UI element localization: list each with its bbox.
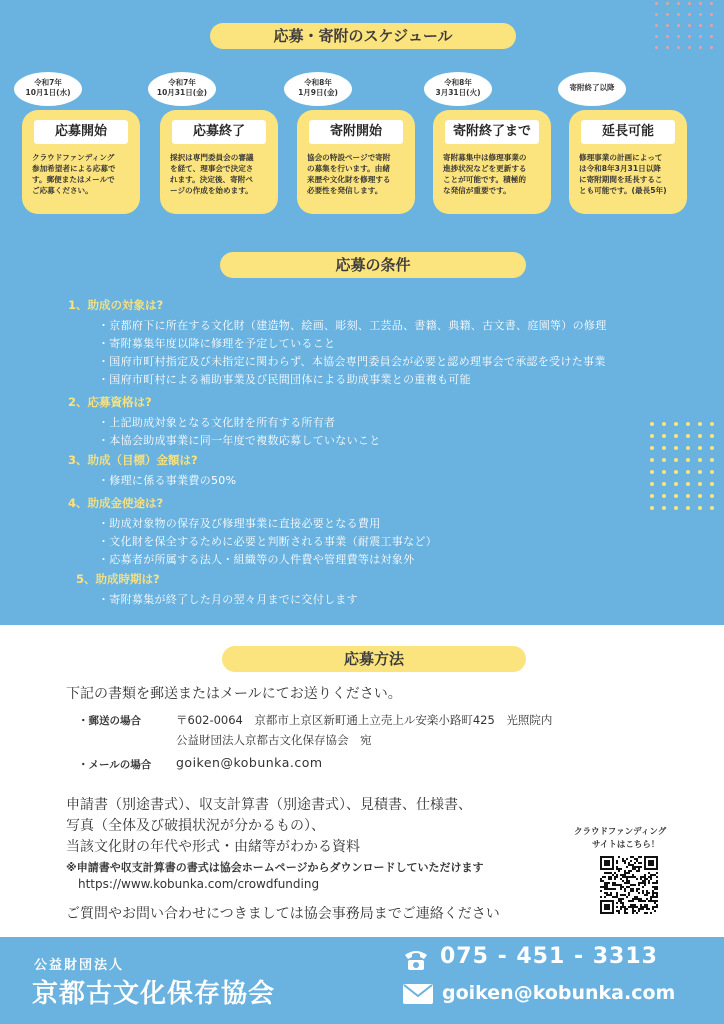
dot (655, 2, 658, 5)
step-date-line-2: 10月1日(水) (25, 88, 71, 97)
step-description-line: 来歴や文化財を修理する (307, 175, 391, 184)
condition-item: ・国府市町村指定及び未指定に関わらず、本協会専門委員会が必要と認め理事会で承認を受けた事業 (98, 355, 606, 368)
dot (688, 24, 691, 27)
dot (662, 482, 666, 486)
dot (686, 470, 690, 474)
dot (710, 13, 713, 16)
dot (699, 35, 702, 38)
condition-heading: 4、助成金使途は? (68, 496, 164, 510)
mail-address[interactable]: goiken@kobunka.com (176, 755, 323, 770)
step-title: 応募開始 (34, 120, 128, 144)
post-recipient: 公益財団法人京都古文化保存協会 宛 (176, 733, 372, 747)
method-title: 応募方法 (222, 646, 526, 672)
dot (666, 24, 669, 27)
mail-icon (402, 983, 434, 1005)
dot (655, 35, 658, 38)
post-address: 〒602-0064 京都市上京区新町通上立売上ル安楽小路町425 光照院内 (176, 713, 553, 727)
step-description-line: ことが可能です。積極的 (443, 175, 526, 184)
dot (686, 482, 690, 486)
dot (677, 13, 680, 16)
dot (688, 2, 691, 5)
dot (698, 506, 702, 510)
dot (662, 458, 666, 462)
condition-item: ・修理に係る事業費の50% (98, 474, 237, 487)
dot (710, 35, 713, 38)
step-description (307, 152, 407, 196)
step-description-line: の募集を行います。由緒 (307, 164, 390, 173)
step-description-line: 協会の特設ページで寄附 (307, 153, 391, 162)
dot (666, 13, 669, 16)
qr-label-1: クラウドファンディング (574, 827, 667, 837)
condition-heading: 2、応募資格は? (68, 395, 152, 409)
conditions-title: 応募の条件 (220, 252, 526, 278)
dot (650, 434, 654, 438)
dot (710, 434, 714, 438)
step-title: 寄附開始 (309, 120, 403, 144)
step-date-line-2: 3月31日(火) (435, 88, 481, 97)
step-date (14, 72, 82, 106)
dot (698, 482, 702, 486)
condition-item: ・寄附募集が終了した月の翌々月までに交付します (98, 593, 358, 606)
download-note: ※申請書や収支計算書の書式は協会ホームページからダウンロードしていただけます (66, 861, 484, 874)
dot (686, 422, 690, 426)
dot (666, 2, 669, 5)
dot (686, 458, 690, 462)
dot (698, 494, 702, 498)
dot (698, 470, 702, 474)
condition-item: ・上記助成対象となる文化財を所有する所有者 (98, 416, 336, 429)
dot (710, 470, 714, 474)
step-description-line: 進捗状況などを更新する (443, 164, 527, 173)
footer-email[interactable]: goiken@kobunka.com (442, 982, 676, 1004)
condition-heading: 3、助成（目標）金額は? (68, 453, 198, 467)
dot (677, 24, 680, 27)
dot (710, 506, 714, 510)
step-description-line: は令和8年3月31日以降 (579, 164, 661, 173)
qr-label-2: サイトはこちら！ (592, 840, 660, 850)
dot (650, 458, 654, 462)
dot (662, 434, 666, 438)
step-description (170, 152, 270, 196)
dot (686, 494, 690, 498)
qr-code-icon[interactable] (600, 856, 658, 914)
step-description (579, 152, 679, 196)
step-title: 寄附終了まで (445, 120, 539, 144)
step-title: 延長可能 (581, 120, 675, 144)
dot (688, 35, 691, 38)
condition-heading: 1、助成の対象は? (68, 298, 164, 312)
dot (698, 434, 702, 438)
dot (710, 482, 714, 486)
dot (710, 422, 714, 426)
step-date (558, 72, 626, 106)
dot (655, 24, 658, 27)
dot (688, 46, 691, 49)
dot (662, 422, 666, 426)
dot (674, 422, 678, 426)
step-date (424, 72, 492, 106)
step-date-line-1: 令和8年 (444, 78, 472, 87)
dot (698, 422, 702, 426)
step-description-line: とも可能です。(最長5年) (579, 186, 667, 195)
org-name: 京都古文化保存協会 (32, 979, 276, 1009)
dot (710, 2, 713, 5)
condition-item: ・寄附募集年度以降に修理を予定していること (98, 337, 336, 350)
step-title: 応募終了 (172, 120, 266, 144)
dot (662, 506, 666, 510)
step-description-line: れます。決定後、寄附ペ (170, 175, 253, 184)
step-description-line: 寄附募集中は修理事業の (443, 153, 527, 162)
condition-item: ・本協会助成事業に同一年度で複数応募していないこと (98, 434, 381, 447)
dot (650, 482, 654, 486)
schedule-step-card (297, 110, 415, 214)
dot (699, 13, 702, 16)
phone-icon (402, 948, 430, 972)
dot (650, 506, 654, 510)
dot (674, 506, 678, 510)
dot (674, 494, 678, 498)
dot (650, 494, 654, 498)
step-description-line: を経て、理事会で決定さ (170, 164, 254, 173)
dot (710, 46, 713, 49)
dot (698, 446, 702, 450)
dot (699, 24, 702, 27)
dot (650, 470, 654, 474)
method-intro: 下記の書類を郵送またはメールにてお送りください。 (66, 686, 402, 702)
step-date-line-1: 令和8年 (304, 78, 332, 87)
docs-line-1: 申請書（別途書式）、収支計算書（別途書式）、見積書、仕様書、 (66, 797, 472, 813)
org-type: 公益財団法人 (34, 958, 125, 973)
step-date-line-1: 寄附終了以降 (569, 83, 615, 92)
schedule-step-card (160, 110, 278, 214)
step-description-line: 採択は専門委員会の審議 (170, 153, 254, 162)
condition-item: ・助成対象物の保存及び修理事業に直接必要となる費用 (98, 517, 381, 530)
schedule-step-card (569, 110, 687, 214)
step-description-line: 修理事業の計画によって (579, 153, 663, 162)
dot (674, 446, 678, 450)
phone-number[interactable]: 075 - 451 - 3313 (440, 944, 658, 969)
docs-line-2: 写真（全体及び破損状況が分かるもの）、 (66, 818, 325, 834)
dot-pattern-decoration (650, 422, 720, 522)
step-description-line: 必要性を発信します。 (307, 186, 383, 195)
dot (710, 24, 713, 27)
dot (710, 458, 714, 462)
dot (674, 482, 678, 486)
condition-item: ・京都府下に所在する文化財（建造物、絵画、彫刻、工芸品、書籍、典籍、古文書、庭園等）の修理 (98, 319, 607, 332)
dot (662, 470, 666, 474)
step-description-line: 参加希望者による応募で (32, 164, 116, 173)
dot (655, 13, 658, 16)
dot (698, 458, 702, 462)
dot (699, 46, 702, 49)
dot (674, 458, 678, 462)
dot (686, 434, 690, 438)
step-description-line: ご応募ください。 (32, 186, 93, 195)
dot (650, 422, 654, 426)
step-date (284, 72, 352, 106)
step-description (32, 152, 132, 196)
crowdfunding-url[interactable]: https://www.kobunka.com/crowdfunding (78, 877, 320, 891)
dot (677, 35, 680, 38)
schedule-step-card (433, 110, 551, 214)
contact-note: ご質問やお問い合わせにつきましては協会事務局までご連絡ください (66, 906, 500, 922)
dot (686, 506, 690, 510)
step-description-line: に寄附期間を延長するこ (579, 175, 663, 184)
dot (710, 494, 714, 498)
step-date-line-2: 10月31日(金) (156, 88, 208, 97)
dot (650, 446, 654, 450)
schedule-step-card (22, 110, 140, 214)
condition-item: ・応募者が所属する法人・組織等の人件費や管理費等は対象外 (98, 553, 415, 566)
condition-item: ・文化財を保全するために必要と判断される事業（耐震工事など） (98, 535, 437, 548)
dot (662, 494, 666, 498)
step-date (148, 72, 216, 106)
condition-item: ・国府市町村による補助事業及び民間団体による助成事業との重複も可能 (98, 373, 471, 386)
schedule-title: 応募・寄附のスケジュール (210, 23, 516, 49)
dot (677, 2, 680, 5)
step-date-line-2: 1月9日(金) (298, 88, 338, 97)
dot (688, 13, 691, 16)
docs-line-3: 当該文化財の年代や形式・由緒等がわかる資料 (66, 839, 360, 855)
mail-label: ・メールの場合 (78, 759, 152, 771)
step-description-line: す。郵便またはメールで (32, 175, 115, 184)
corner-dots-decoration (655, 0, 724, 56)
step-description (443, 152, 543, 196)
dot (710, 446, 714, 450)
step-description-line: クラウドファンディング (32, 153, 115, 162)
dot (686, 446, 690, 450)
dot (666, 35, 669, 38)
dot (666, 46, 669, 49)
step-date-line-1: 令和7年 (34, 78, 62, 87)
dot (662, 446, 666, 450)
dot (674, 470, 678, 474)
dot (655, 46, 658, 49)
dot (677, 46, 680, 49)
dot (699, 2, 702, 5)
step-date-line-1: 令和7年 (168, 78, 196, 87)
condition-heading: 5、助成時期は? (76, 572, 160, 586)
dot (674, 434, 678, 438)
step-description-line: な発信が重要です。 (443, 186, 511, 195)
post-label: ・郵送の場合 (78, 715, 141, 727)
step-description-line: ージの作成を始めます。 (170, 186, 253, 195)
